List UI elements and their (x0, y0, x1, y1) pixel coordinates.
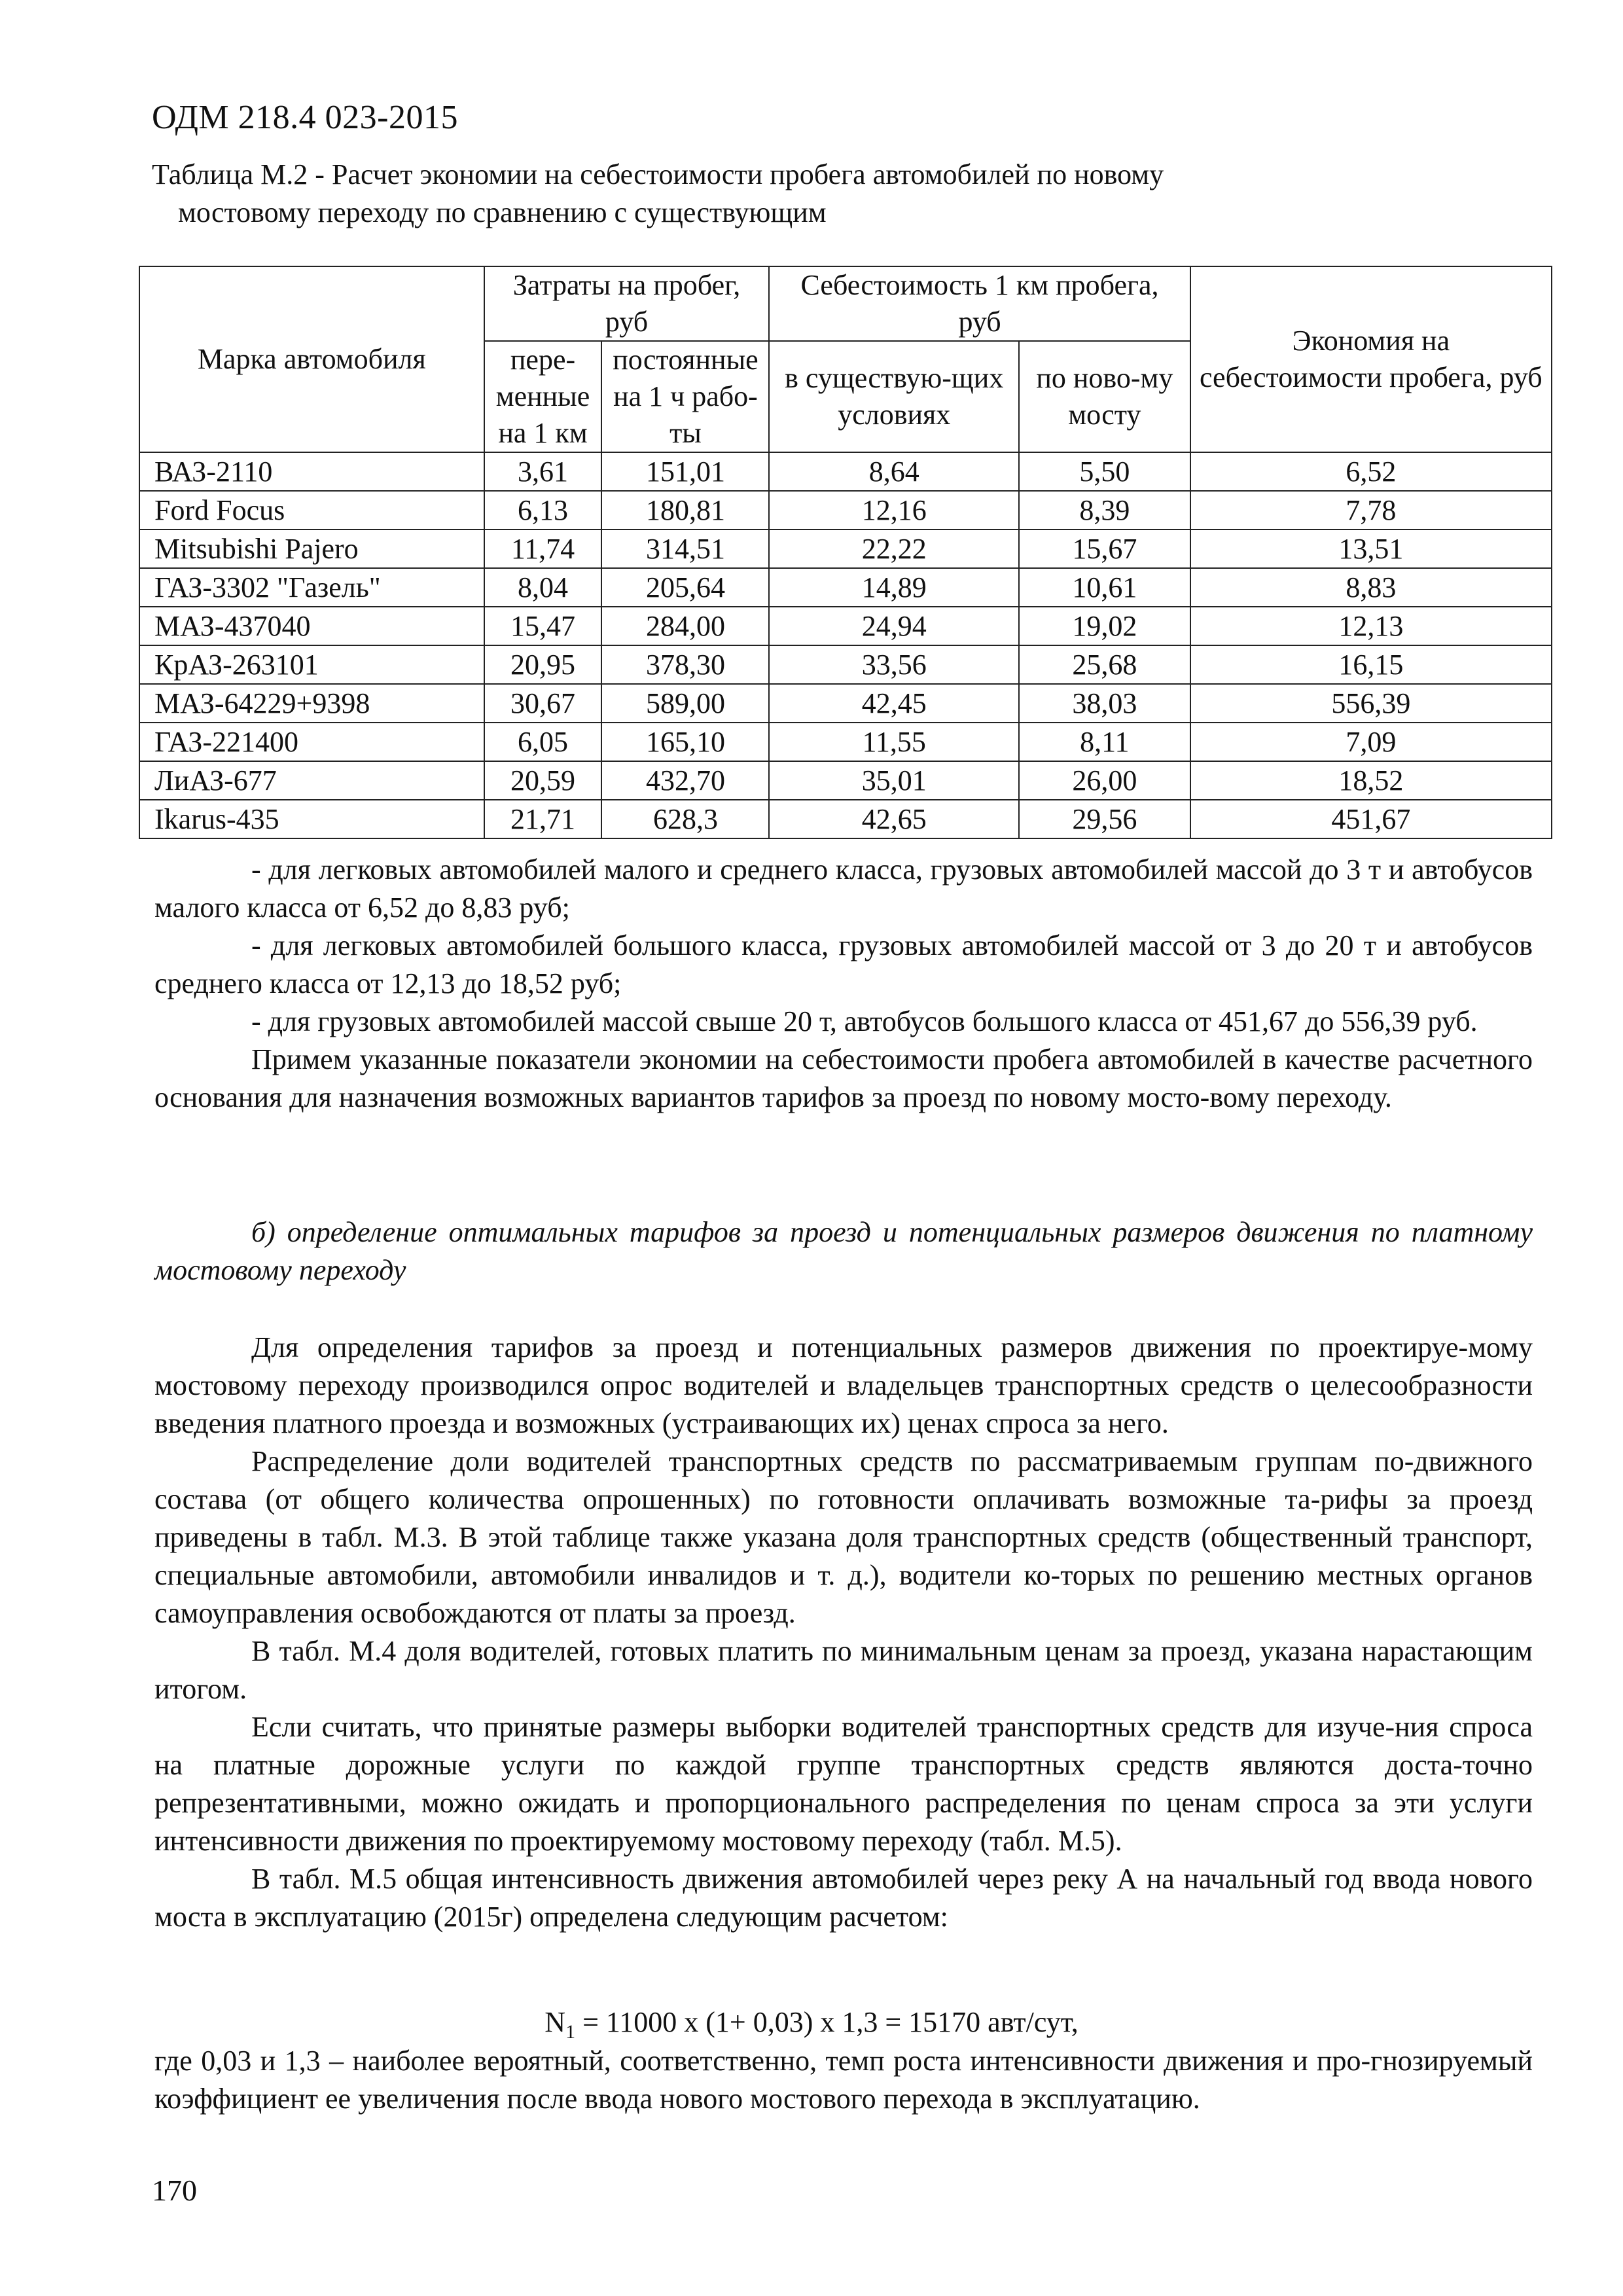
cell-variable: 20,95 (484, 645, 602, 684)
header-new: по ново-му мосту (1019, 341, 1190, 452)
cell-new: 15,67 (1019, 529, 1190, 568)
subheading-block (154, 1213, 1533, 1289)
header-variable: пере-менные на 1 км (484, 341, 602, 452)
cell-fixed: 205,64 (601, 568, 769, 607)
cell-new: 19,02 (1019, 607, 1190, 645)
paragraph: Если считать, что принятые размеры выборки водителей транспортных средств для изуче-ния спроса на платные дорожные услуги по каждой группе транспортных средств являются доста-точно репрезентативными, можно ожидать и пропорционального распределения по ценам спроса за эти услуги интенсивности движения по проектируемому мостовому переходу (табл. М.5). (154, 1711, 1533, 1857)
cell-existing: 42,65 (769, 800, 1019, 838)
cell-savings: 451,67 (1190, 800, 1552, 838)
document-code: ОДМ 218.4 023-2015 (152, 99, 458, 136)
cell-new: 8,39 (1019, 491, 1190, 529)
cell-existing: 35,01 (769, 761, 1019, 800)
cell-variable: 11,74 (484, 529, 602, 568)
cell-new: 10,61 (1019, 568, 1190, 607)
cell-savings: 7,09 (1190, 723, 1552, 761)
cell-variable: 8,04 (484, 568, 602, 607)
table-row (139, 491, 1552, 529)
header-savings: Экономия на себестоимости пробега, руб (1190, 266, 1552, 452)
header-brand: Марка автомобиля (139, 266, 484, 452)
page-number: 170 (152, 2174, 197, 2207)
cell-brand: ГАЗ-3302 "Газель" (139, 568, 484, 607)
cell-new: 8,11 (1019, 723, 1190, 761)
table-row (139, 607, 1552, 645)
table-body (139, 452, 1552, 838)
cell-savings: 7,78 (1190, 491, 1552, 529)
cell-fixed: 284,00 (601, 607, 769, 645)
table-row (139, 761, 1552, 800)
cell-existing: 24,94 (769, 607, 1019, 645)
table-row (139, 800, 1552, 838)
formula-rhs: = 11000 х (1+ 0,03) х 1,3 = 15170 авт/сут, (575, 2006, 1079, 2038)
savings-table (139, 266, 1552, 839)
cell-savings: 16,15 (1190, 645, 1552, 684)
cell-savings: 556,39 (1190, 684, 1552, 723)
cell-variable: 6,05 (484, 723, 602, 761)
cell-existing: 14,89 (769, 568, 1019, 607)
cell-fixed: 378,30 (601, 645, 769, 684)
cell-fixed: 165,10 (601, 723, 769, 761)
header-fixed: постоянные на 1 ч рабо-ты (601, 341, 769, 452)
header-existing: в существую-щих условиях (769, 341, 1019, 452)
table-row (139, 645, 1552, 684)
caption-line-1: Таблица М.2 - Расчет экономии на себестоимости пробега автомобилей по новому (152, 158, 1164, 190)
formula-note-block (154, 2042, 1533, 2118)
text-block-a (154, 851, 1533, 1117)
paragraph: Распределение доли водителей транспортных средств по рассматриваемым группам по-движного состава (от общего количества опрошенных) по готовности оплачивать возможные та-рифы за проезд приведены в табл. М.3. В этой таблице также указана доля транспортных средств (общественный транспорт, специальные автомобили, автомобили инвалидов и т. д.), водители ко-торых по решению местных органов самоуправления освобождаются от платы за проезд. (154, 1445, 1533, 1629)
cell-new: 26,00 (1019, 761, 1190, 800)
cell-brand: МАЗ-64229+9398 (139, 684, 484, 723)
cell-savings: 13,51 (1190, 529, 1552, 568)
paragraph: - для легковых автомобилей большого класса, грузовых автомобилей массой от 3 до 20 т и автобусов среднего класса от 12,13 до 18,52 руб; (154, 929, 1533, 999)
paragraph: Для определения тарифов за проезд и потенциальных размеров движения по проектируе-мому мостовому переходу производился опрос водителей и владельцев транспортных средств о целесообразности введения платного проезда и возможных (устраивающих их) ценах спроса за него. (154, 1331, 1533, 1439)
cell-savings: 12,13 (1190, 607, 1552, 645)
cell-savings: 6,52 (1190, 452, 1552, 491)
cell-existing: 42,45 (769, 684, 1019, 723)
cell-existing: 8,64 (769, 452, 1019, 491)
text-block-b (154, 1329, 1533, 1936)
cell-brand: ГАЗ-221400 (139, 723, 484, 761)
formula-subscript: 1 (565, 2020, 576, 2043)
cell-existing: 22,22 (769, 529, 1019, 568)
cell-brand: КрАЗ-263101 (139, 645, 484, 684)
caption-line-2: мостовому переходу по сравнению с существующим (178, 196, 827, 228)
cell-savings: 8,83 (1190, 568, 1552, 607)
table-row (139, 452, 1552, 491)
cell-fixed: 628,3 (601, 800, 769, 838)
cell-brand: ЛиАЗ-677 (139, 761, 484, 800)
table-row (139, 568, 1552, 607)
cell-new: 38,03 (1019, 684, 1190, 723)
cell-fixed: 180,81 (601, 491, 769, 529)
cell-variable: 3,61 (484, 452, 602, 491)
table-row (139, 723, 1552, 761)
cell-existing: 11,55 (769, 723, 1019, 761)
paragraph: - для легковых автомобилей малого и среднего класса, грузовых автомобилей массой до 3 т и автобусов малого класса от 6,52 до 8,83 руб; (154, 853, 1533, 924)
cell-variable: 21,71 (484, 800, 602, 838)
paragraph: В табл. М.5 общая интенсивность движения автомобилей через реку А на начальный год ввода нового моста в эксплуатацию (2015г) определена следующим расчетом: (154, 1863, 1533, 1933)
table-caption (152, 156, 1526, 232)
paragraph: - для грузовых автомобилей массой свыше 20 т, автобусов большого класса от 451,67 до 556,39 руб. (251, 1005, 1478, 1037)
cell-fixed: 151,01 (601, 452, 769, 491)
cell-savings: 18,52 (1190, 761, 1552, 800)
cell-fixed: 432,70 (601, 761, 769, 800)
paragraph: Примем указанные показатели экономии на себестоимости пробега автомобилей в качестве расчетного основания для назначения возможных вариантов тарифов за проезд по новому мосто-вому переходу. (154, 1043, 1533, 1113)
formula-note: где 0,03 и 1,3 – наиболее вероятный, соответственно, темп роста интенсивности движения и про-гнозируемый коэффициент ее увеличения после ввода нового мостового перехода в эксплуатацию. (154, 2045, 1533, 2115)
paragraph: В табл. М.4 доля водителей, готовых платить по минимальным ценам за проезд, указана нарастающим итогом. (154, 1635, 1533, 1705)
table-row (139, 684, 1552, 723)
cell-new: 5,50 (1019, 452, 1190, 491)
table-row (139, 529, 1552, 568)
cell-variable: 15,47 (484, 607, 602, 645)
cell-fixed: 314,51 (601, 529, 769, 568)
cell-brand: Mitsubishi Pajero (139, 529, 484, 568)
cell-variable: 6,13 (484, 491, 602, 529)
formula-lhs: N (544, 2006, 566, 2038)
cell-new: 29,56 (1019, 800, 1190, 838)
cell-brand: МАЗ-437040 (139, 607, 484, 645)
section-subheading: б) определение оптимальных тарифов за проезд и потенциальных размеров движения по платному мостовому переходу (154, 1216, 1533, 1286)
cell-new: 25,68 (1019, 645, 1190, 684)
cell-variable: 30,67 (484, 684, 602, 723)
cell-brand: ВАЗ-2110 (139, 452, 484, 491)
cell-variable: 20,59 (484, 761, 602, 800)
header-costs-group: Затраты на пробег, руб (484, 266, 770, 341)
cell-fixed: 589,00 (601, 684, 769, 723)
cell-brand: Ikarus-435 (139, 800, 484, 838)
cell-existing: 33,56 (769, 645, 1019, 684)
cell-brand: Ford Focus (139, 491, 484, 529)
header-cost-group: Себестоимость 1 км пробега, руб (769, 266, 1190, 341)
formula (0, 2005, 1623, 2043)
cell-existing: 12,16 (769, 491, 1019, 529)
